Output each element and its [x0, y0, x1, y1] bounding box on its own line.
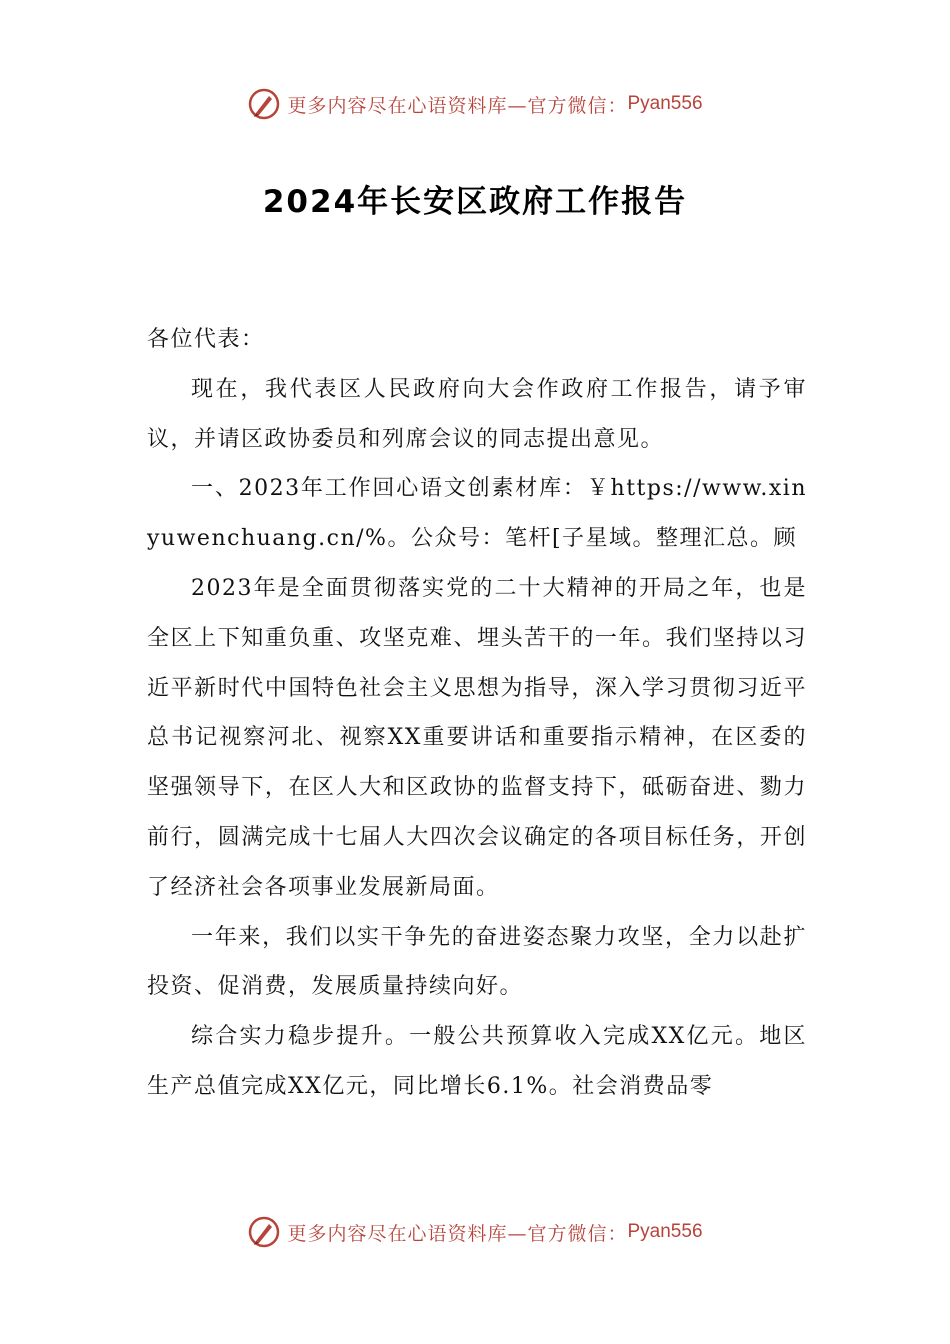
- body-paragraph: 综合实力稳步提升。一般公共预算收入完成XX亿元。地区生产总值完成XX亿元，同比增长6.1%。社会消费品零: [147, 1024, 807, 1099]
- watermark-footer: [0, 1212, 950, 1252]
- pen-circle-logo-icon: [247, 1215, 281, 1249]
- watermark-text: 更多内容尽在心语资料库—官方微信：: [287, 1222, 628, 1245]
- document-body: [147, 315, 807, 1112]
- body-paragraph: 2023年是全面贯彻落实党的二十大精神的开局之年，也是全区上下知重负重、攻坚克难、埋头苦干的一年。我们坚持以习近平新时代中国特色社会主义思想为指导，深入学习贯彻习近平总书记视察河北、视察XX重要讲话和重要指示精神，在区委的坚强领导下，在区人大和区政协的监督支持下，砥砺奋进、勠力前行，圆满完成十七届人大四次会议确定的各项目标任务，开创了经济社会各项事业发展新局面。: [147, 575, 807, 900]
- watermark-wechat-id: Pyan556: [627, 1221, 703, 1242]
- document-title: 2024年长安区政府工作报告: [262, 184, 688, 220]
- body-paragraph: 现在，我代表区人民政府向大会作政府工作报告，请予审议，并请区政协委员和列席会议的同志提出意见。: [147, 376, 807, 452]
- pen-circle-logo-icon: [247, 87, 281, 121]
- watermark-wechat-id: Pyan556: [627, 93, 703, 114]
- body-paragraph: 一年来，我们以实干争先的奋进姿态聚力攻坚，全力以赴扩投资、促消费，发展质量持续向好。: [147, 924, 807, 1000]
- watermark-header: [0, 84, 950, 124]
- watermark-text: 更多内容尽在心语资料库—官方微信：: [287, 94, 628, 117]
- section-heading-paragraph: 一、2023年工作回心语文创素材库：￥https://www.xinyuwenchuang.cn/%。公众号：笔杆[子星域。整理汇总。顾: [147, 476, 807, 552]
- salutation-paragraph: 各位代表：: [147, 327, 265, 352]
